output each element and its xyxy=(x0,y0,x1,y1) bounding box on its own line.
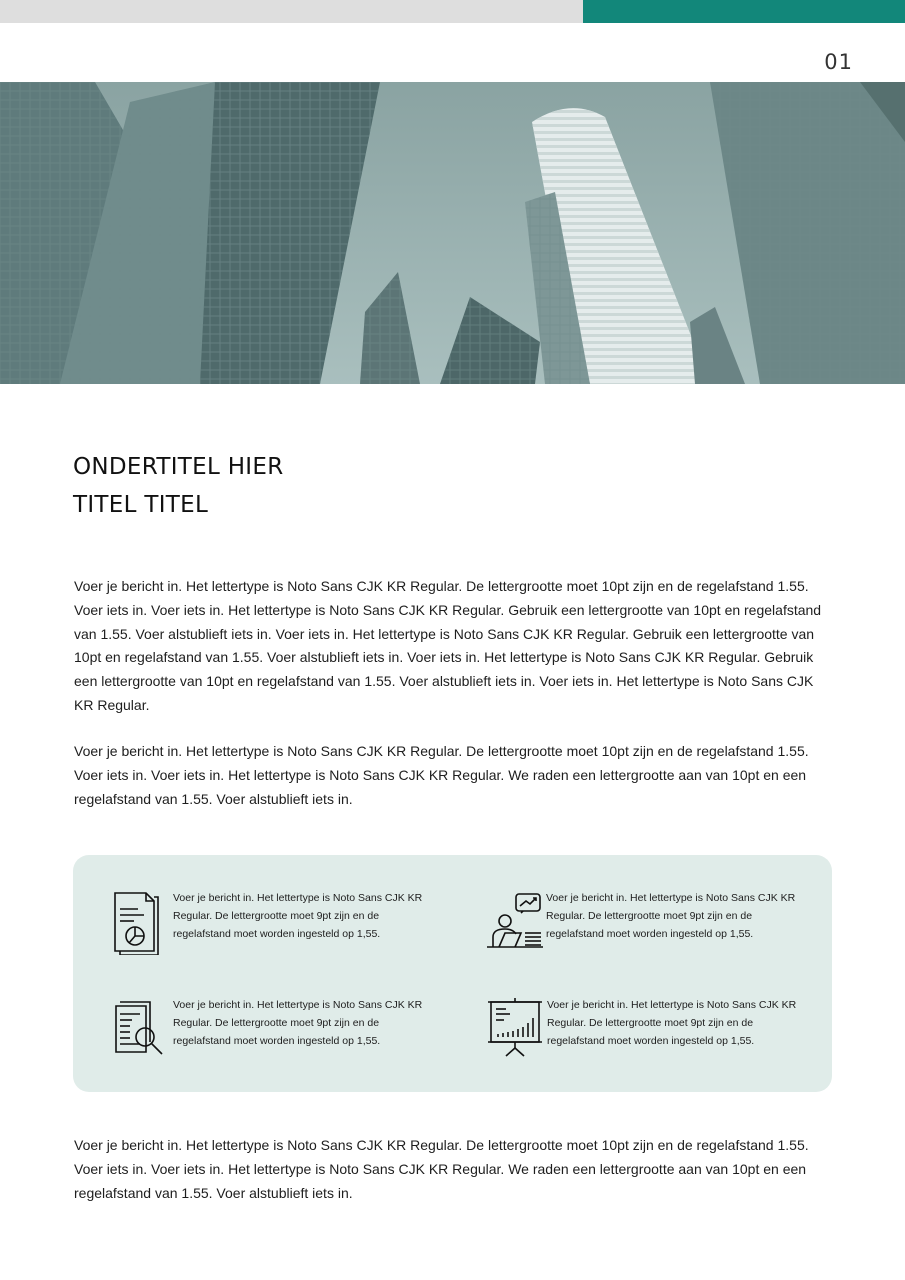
subtitle: ONDERTITEL HIER xyxy=(73,454,284,480)
feature-box xyxy=(73,855,832,1092)
body-paragraph-3: Voer je bericht in. Het lettertype is Noto Sans CJK KR Regular. De lettergrootte moet 10pt zijn en de regelafstand 1.55. Voer iets in. Voer iets in. Het lettertype is Noto Sans CJK KR Regular. We raden een lettergrootte aan van 10pt en een regelafstand van 1.55. Voer alstublieft iets in. xyxy=(74,1137,809,1201)
title: TITEL TITEL xyxy=(73,492,209,518)
feature-item xyxy=(110,889,470,955)
document-search-icon xyxy=(110,996,172,1062)
feature-text: Voer je bericht in. Het lettertype is Noto Sans CJK KR Regular. De lettergrootte moet 9pt zijn en de regelafstand moet worden ingesteld op 1,55. xyxy=(173,892,423,940)
page-number: 01 xyxy=(824,50,853,74)
skyscrapers-illustration xyxy=(0,82,905,384)
presenter-laptop-icon xyxy=(483,889,545,955)
feature-text: Voer je bericht in. Het lettertype is Noto Sans CJK KR Regular. De lettergrootte moet 9pt zijn en de regelafstand moet worden ingesteld op 1,55. xyxy=(173,999,423,1047)
report-pie-chart-icon xyxy=(110,889,172,955)
feature-text: Voer je bericht in. Het lettertype is Noto Sans CJK KR Regular. De lettergrootte moet 9pt zijn en de regelafstand moet worden ingesteld op 1,55. xyxy=(546,892,796,940)
hero-image xyxy=(0,82,905,384)
feature-item xyxy=(484,996,844,1062)
feature-text: Voer je bericht in. Het lettertype is Noto Sans CJK KR Regular. De lettergrootte moet 9pt zijn en de regelafstand moet worden ingesteld op 1,55. xyxy=(547,999,797,1047)
feature-item xyxy=(483,889,843,955)
top-bar-accent xyxy=(583,0,905,23)
top-bar-grey xyxy=(0,0,583,23)
feature-item xyxy=(110,996,470,1062)
presentation-board-icon xyxy=(484,996,546,1062)
body-paragraph-1: Voer je bericht in. Het lettertype is Noto Sans CJK KR Regular. De lettergrootte moet 10pt zijn en de regelafstand 1.55. Voer iets in. Voer iets in. Het lettertype is Noto Sans CJK KR Regular. Gebruik een lettergrootte van 10pt en regelafstand van 1.55. Voer alstublieft iets in. Voer iets in. Het lettertype is Noto Sans CJK KR Regular. Gebruik een lettergrootte van 10pt en regelafstand van 1.55. Voer alstublieft iets in. Voer iets in. Het lettertype is Noto Sans CJK KR Regular. Gebruik een lettergrootte van 10pt en regelafstand van 1.55. Voer alstublieft iets in. Voer iets in. Het lettertype is Noto Sans CJK KR Regular. xyxy=(74,578,822,713)
body-paragraph-2: Voer je bericht in. Het lettertype is Noto Sans CJK KR Regular. De lettergrootte moet 10pt zijn en de regelafstand 1.55. Voer iets in. Voer iets in. Het lettertype is Noto Sans CJK KR Regular. We raden een lettergrootte aan van 10pt en een regelafstand van 1.55. Voer alstublieft iets in. xyxy=(74,743,809,807)
